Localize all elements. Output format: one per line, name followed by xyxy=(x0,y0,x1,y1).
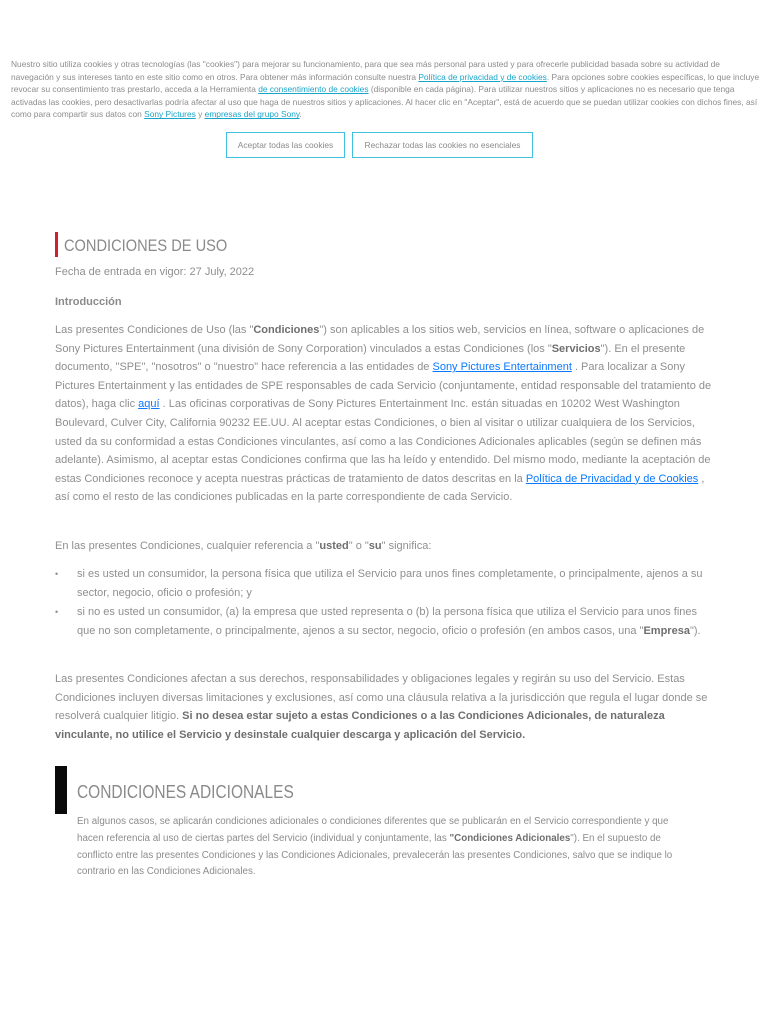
section2-text-2: "). En el supuesto de conflicto entre las presentes Condiciones y las Condiciones Adicionales, prevalecerán las presentes Condiciones, salvo que se indique lo contrario en las Condiciones Adicionales. xyxy=(77,832,673,878)
para2-text-1: En las presentes Condiciones, cualquier referencia a " xyxy=(55,540,320,552)
effective-date: Fecha de entrada en vigor: 27 July, 2022 xyxy=(55,266,255,278)
intro-heading: Introducción xyxy=(55,296,122,308)
para1-text-6: , así como el resto de las condiciones publicadas en la parte correspondiente de cada Servicio. xyxy=(55,472,705,504)
para2-text-2: " o " xyxy=(348,540,369,552)
para1-text-3: "). En el presente documento, "SPE", "nosotros" o "nuestro" hace referencia a las entidades de xyxy=(55,342,686,374)
sony-pictures-link[interactable]: Sony Pictures xyxy=(144,109,196,120)
privacy-cookies-policy-link[interactable]: Política de Privacidad y de Cookies xyxy=(525,472,699,485)
definition-list xyxy=(55,565,715,641)
cookie-text-2: . Para opciones sobre cookies específicas, lo que incluye revocar su consentimiento tras prestarlo, acceda a la Herramienta xyxy=(11,71,760,95)
reject-nonessential-cookies-button[interactable]: Rechazar todas las cookies no esenciales xyxy=(352,132,533,158)
here-link[interactable]: aquí xyxy=(138,398,160,411)
para1-bold-services: Servicios xyxy=(551,342,601,355)
cookie-consent-tool-link[interactable]: de consentimiento de cookies xyxy=(258,84,369,95)
cookie-text-5: . xyxy=(299,109,302,120)
para2-bold-usted: usted xyxy=(319,540,349,552)
para3-bold-warning: Si no desea estar sujeto a estas Condiciones o a las Condiciones Adicionales, de naturaleza vinculante, no utilice el Servicio y desinstale cualquier descarga y aplicación del Servicio. xyxy=(55,710,665,741)
bullet-1-text: si es usted un consumidor, la persona física que utiliza el Servicio para unos fines completamente, o principalmente, ajenos a su sector, negocio, oficio o profesión; y xyxy=(77,568,703,599)
para1-text-2: ") son aplicables a los sitios web, servicios en línea, software o aplicaciones de Sony Pictures Entertainment (una división de Sony Corporation) vinculados a estas Condiciones (los " xyxy=(55,324,705,355)
para1-text-5: . Las oficinas corporativas de Sony Pictures Entertainment Inc. están situadas en 10202 West Washington Boulevard, Culver City, California 90232 EE.UU. Al aceptar estas Condiciones, o bien al visitar o utilizar cualquiera de los Servicios, usted da su conformidad a estas Condiciones vinculantes, así como a las Condiciones Adicionales aplicables (según se definen más adelante). Asimismo, al aceptar estas Condiciones confirma que las ha leído y entendido. Del mismo modo, mediante la aceptación de estas Condiciones reconoce y acepta nuestras prácticas de tratamiento de datos descritas en la xyxy=(55,398,711,485)
sony-group-companies-link[interactable]: empresas del grupo Sony xyxy=(204,109,300,120)
section2-bold-additional: "Condiciones Adicionales xyxy=(449,832,571,844)
intro-paragraph xyxy=(55,321,719,507)
additional-conditions-paragraph xyxy=(77,814,697,881)
cookie-notice-text xyxy=(11,58,761,121)
legal-effect-paragraph xyxy=(55,670,719,744)
bullet-2-text-2: "). xyxy=(689,624,701,637)
privacy-policy-link[interactable]: Política de privacidad y de cookies xyxy=(418,71,547,82)
definition-paragraph xyxy=(55,537,719,556)
para2-text-3: " significa: xyxy=(381,540,432,552)
section-title-additional-conditions: CONDICIONES ADICIONALES xyxy=(77,782,294,802)
list-item xyxy=(55,565,715,602)
sony-pictures-entertainment-link[interactable]: Sony Pictures Entertainment xyxy=(432,361,572,374)
cookie-text-3: (disponible en cada página). Para utilizar nuestros sitios y aplicaciones no es necesario que tenga activadas las cookies, pero desactivarlas podría afectar al uso que haga de nuestros sitios y aplicaciones. Al hacer clic en "Aceptar", está de acuerdo que se puedan utilizar cookies con dichos fines, así como para compartir sus datos con xyxy=(11,84,758,120)
para2-bold-su: su xyxy=(368,540,382,552)
para1-text-1: Las presentes Condiciones de Uso (las " xyxy=(55,324,254,336)
accept-all-cookies-button[interactable]: Aceptar todas las cookies xyxy=(226,132,345,158)
para1-text-4: . Para localizar a Sony Pictures Entertainment y las entidades de SPE responsables de cada Servicio (conjuntamente, entidad responsable del tratamiento de datos), haga clic xyxy=(55,361,712,411)
list-item xyxy=(55,603,715,640)
section-accent-bar xyxy=(55,766,67,814)
para1-bold-conditions: Condiciones xyxy=(253,324,320,336)
section2-text-1: En algunos casos, se aplicarán condiciones adicionales o condiciones diferentes que se publicarán en el Servicio correspondiente y que hacen referencia al uso de ciertas partes del Servicio (individual y conjuntamente, las xyxy=(77,816,669,844)
cookie-text-4: y xyxy=(195,109,205,120)
page-title: CONDICIONES DE USO xyxy=(64,236,228,255)
cookie-text-1: Nuestro sitio utiliza cookies y otras tecnologías (las "cookies") para mejorar su funcionamiento, para que sea más personal para usted y para ofrecerle publicidad basada sobre su actividad de navegación y sus intereses tanto en este sitio como en otros. Para obtener más información consulte nuestra xyxy=(11,59,720,82)
heading-accent-bar xyxy=(55,232,58,257)
bullet-2-bold-empresa: Empresa xyxy=(643,624,690,637)
para3-text-1: Las presentes Condiciones afectan a sus derechos, responsabilidades y obligaciones legales y regirán su uso del Servicio. Estas Condiciones incluyen diversas limitaciones y exclusiones, así como una cláusula relativa a la jurisdicción que regula el lugar donde se resolverá cualquier litigio. xyxy=(55,673,708,723)
bullet-2-text-1: si no es usted un consumidor, (a) la empresa que usted representa o (b) la persona física que utiliza el Servicio para unos fines que no son completamente, o principalmente, ajenos a su sector, negocio, oficio o profesión (en ambos casos, una " xyxy=(77,606,698,637)
cookie-banner xyxy=(0,0,768,170)
